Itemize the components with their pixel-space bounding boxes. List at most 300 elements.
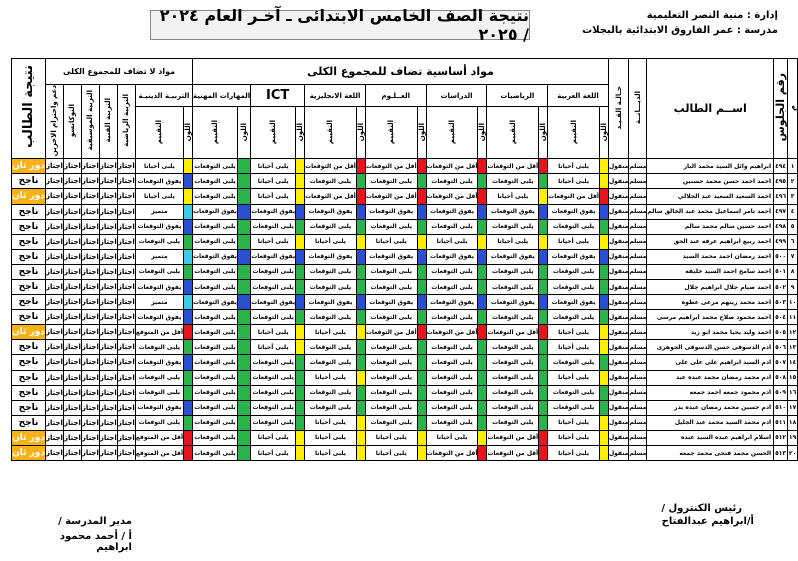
grade-text: يلبى التوقعات <box>365 355 417 370</box>
grade-text: أقل من التوقعات <box>487 159 539 174</box>
extra-subject-pass: اجتاز <box>99 264 117 279</box>
grade-text: يلبى التوقعات <box>487 219 539 234</box>
row-index: ٢٠ <box>788 446 798 461</box>
grade-color-swatch <box>296 370 305 385</box>
religion-color-swatch <box>184 204 193 219</box>
row-religion: مسلم <box>629 415 647 430</box>
grade-text: يلبى أحيانا <box>251 446 296 461</box>
grade-text: يلبى التوقعات <box>426 415 478 430</box>
sub-color-label: اللون <box>240 122 249 141</box>
row-index: ١ <box>788 159 798 174</box>
row-index: ٤ <box>788 204 798 219</box>
col-index: م <box>788 105 798 112</box>
row-seat: ٤٩٤ <box>774 159 788 174</box>
grade-color-swatch <box>599 279 608 294</box>
grade-color-swatch <box>539 279 548 294</box>
grade-text: يلبى التوقعات <box>251 264 296 279</box>
row-seat: ٤٩٨ <box>774 219 788 234</box>
row-religion: مسلم <box>629 279 647 294</box>
grade-color-swatch <box>539 415 548 430</box>
grade-text: يلبى أحيانا <box>548 370 600 385</box>
subject-extra-label: التوكاتسو <box>68 104 77 138</box>
row-seat: ٥٠١ <box>774 264 788 279</box>
grade-color-swatch <box>356 204 365 219</box>
row-religion: مسلم <box>629 446 647 461</box>
grade-text: يلبى التوقعات <box>487 340 539 355</box>
row-result: دور ثان <box>12 189 46 204</box>
religion-grade-text: يلبى التوقعات <box>135 340 183 355</box>
grade-text: يلبى أحيانا <box>487 189 539 204</box>
grade-color-swatch <box>356 415 365 430</box>
extra-subject-pass: اجتاز <box>81 234 99 249</box>
row-seat: ٤٩٧ <box>774 204 788 219</box>
row-religion: مسلم <box>629 234 647 249</box>
grade-text: يلبى التوقعات <box>251 219 296 234</box>
extra-subject-pass: اجتاز <box>99 310 117 325</box>
grade-color-swatch <box>356 430 365 445</box>
extra-subject-pass: اجتاز <box>99 325 117 340</box>
row-seat: ٥١٢ <box>774 430 788 445</box>
grade-text: يفوق التوقعات <box>487 204 539 219</box>
grade-color-swatch <box>237 174 250 189</box>
row-name: احمد رمضان احمد محمد السيد <box>647 249 774 264</box>
grade-text: يلبى التوقعات <box>193 219 238 234</box>
grade-text: يلبى التوقعات <box>305 385 357 400</box>
religion-grade-text: يلبى أحيانا <box>135 159 183 174</box>
grade-text: أقل من التوقعات <box>365 159 417 174</box>
row-result: ناجح <box>12 295 46 310</box>
grade-color-swatch <box>478 279 487 294</box>
extra-subject-pass: اجتاز <box>117 446 135 461</box>
grade-text: أقل من التوقعات <box>365 325 417 340</box>
grade-color-swatch <box>599 310 608 325</box>
extra-subject-pass: اجتاز <box>81 279 99 294</box>
row-status: منقول <box>608 234 628 249</box>
grade-text: أقل من التوقعات <box>426 325 478 340</box>
extra-subject-pass: اجتاز <box>99 219 117 234</box>
grade-color-swatch <box>417 400 426 415</box>
grade-color-swatch <box>356 310 365 325</box>
row-index: ٩ <box>788 279 798 294</box>
row-religion: مسلم <box>629 400 647 415</box>
row-index: ١٢ <box>788 325 798 340</box>
row-name: ادم حسين محمد رمضان عبده بدر <box>647 400 774 415</box>
row-religion: مسلم <box>629 385 647 400</box>
grade-text: يلبى أحيانا <box>548 234 600 249</box>
principal-label: مدير المدرسة / <box>58 516 132 527</box>
extra-subject-pass: اجتاز <box>81 340 99 355</box>
grade-text: يلبى التوقعات <box>193 189 238 204</box>
row-religion: مسلم <box>629 189 647 204</box>
grade-color-swatch <box>237 279 250 294</box>
group-extra: مواد لا تضاف للمجموع الكلى <box>45 59 192 85</box>
grade-text: يلبى التوقعات <box>548 219 600 234</box>
extra-subject-pass: اجتاز <box>99 249 117 264</box>
grade-color-swatch <box>417 204 426 219</box>
grade-text: يلبى التوقعات <box>193 385 238 400</box>
row-seat: ٥٠٥ <box>774 325 788 340</box>
grade-color-swatch <box>237 234 250 249</box>
row-index: ١٦ <box>788 385 798 400</box>
religion-color-swatch <box>184 159 193 174</box>
grade-text: أقل من التوقعات <box>487 430 539 445</box>
grade-color-swatch <box>478 204 487 219</box>
grade-color-swatch <box>599 325 608 340</box>
grade-color-swatch <box>478 310 487 325</box>
extra-subject-pass: اجتاز <box>45 219 63 234</box>
row-seat: ٥٠٦ <box>774 340 788 355</box>
sub-color-0 <box>599 107 608 159</box>
grade-color-swatch <box>237 219 250 234</box>
grade-color-swatch <box>539 430 548 445</box>
grade-color-swatch <box>478 355 487 370</box>
extra-subject-pass: اجتاز <box>81 174 99 189</box>
religion-color-swatch <box>184 415 193 430</box>
grade-text: يفوق التوقعات <box>193 249 238 264</box>
row-religion: مسلم <box>629 219 647 234</box>
grade-text: يفوق التوقعات <box>193 204 238 219</box>
row-result: ناجح <box>12 174 46 189</box>
sub-color-label: اللون <box>539 122 548 141</box>
row-index: ١٥ <box>788 370 798 385</box>
extra-subject-pass: اجتاز <box>63 189 81 204</box>
row-seat: ٥٠٨ <box>774 370 788 385</box>
sub-grade-label: التقييم <box>269 119 278 144</box>
grade-text: يلبى أحيانا <box>548 325 600 340</box>
row-name: احمد تامر اسماعيل محمد عبد الخالق سالم <box>647 204 774 219</box>
row-name: احمد سامح احمد السيد خليفه <box>647 264 774 279</box>
grade-text: يلبى التوقعات <box>548 385 600 400</box>
row-index: ٢ <box>788 174 798 189</box>
subject-extra-label: التربية الفنية <box>104 98 113 143</box>
row-name: احمد احمد حسن محمد حسنين <box>647 174 774 189</box>
grade-text: يلبى التوقعات <box>305 219 357 234</box>
school-info <box>582 8 778 38</box>
grade-text: يلبى أحيانا <box>251 189 296 204</box>
grade-color-swatch <box>478 264 487 279</box>
grade-text: يلبى التوقعات <box>305 279 357 294</box>
grade-text: يلبى التوقعات <box>193 310 238 325</box>
extra-subject-pass: اجتاز <box>45 310 63 325</box>
grade-color-swatch <box>539 385 548 400</box>
grade-color-swatch <box>356 340 365 355</box>
rel-grade <box>135 107 183 159</box>
grade-text: يفوق التوقعات <box>365 295 417 310</box>
row-religion: مسلم <box>629 310 647 325</box>
religion-grade-text: يلبى التوقعات <box>135 415 183 430</box>
grade-text: يلبى أحيانا <box>365 234 417 249</box>
grade-text: يلبى أحيانا <box>548 430 600 445</box>
sub-grade-3 <box>365 107 417 159</box>
grade-color-swatch <box>296 340 305 355</box>
table-row <box>12 219 798 234</box>
col-seat: رقم الجلوس <box>774 72 788 142</box>
extra-subject-pass: اجتاز <box>81 310 99 325</box>
extra-subject-pass: اجتاز <box>45 264 63 279</box>
sub-color-label: اللون <box>478 122 487 141</box>
extra-subject-pass: اجتاز <box>117 174 135 189</box>
grade-color-swatch <box>237 295 250 310</box>
grade-color-swatch <box>237 430 250 445</box>
row-name: الحسن محمد فتحى محمد جمعه <box>647 446 774 461</box>
grade-color-swatch <box>478 189 487 204</box>
religion-grade-text: يفوق التوقعات <box>135 174 183 189</box>
grade-color-swatch <box>599 159 608 174</box>
grade-text: يلبى أحيانا <box>426 234 478 249</box>
col-name: اســم الطالب <box>647 59 774 159</box>
grade-color-swatch <box>599 340 608 355</box>
grade-color-swatch <box>417 279 426 294</box>
grade-color-swatch <box>478 340 487 355</box>
extra-subject-pass: اجتاز <box>99 295 117 310</box>
extra-subject-pass: اجتاز <box>81 295 99 310</box>
religion-grade-text: يفوق التوقعات <box>135 355 183 370</box>
row-status: منقول <box>608 370 628 385</box>
grade-color-swatch <box>417 249 426 264</box>
grade-text: أقل من التوقعات <box>426 189 478 204</box>
grade-text: يلبى التوقعات <box>487 355 539 370</box>
row-index: ١٨ <box>788 415 798 430</box>
religion-grade-text: يلبى التوقعات <box>135 264 183 279</box>
row-status: منقول <box>608 279 628 294</box>
grade-text: يلبى التوقعات <box>487 415 539 430</box>
grade-color-swatch <box>296 159 305 174</box>
row-index: ١٧ <box>788 400 798 415</box>
control-head-label: رئيس الكنترول / <box>661 503 742 514</box>
row-result: ناجح <box>12 385 46 400</box>
extra-subject-pass: اجتاز <box>99 159 117 174</box>
row-religion: مسلم <box>629 249 647 264</box>
extra-subject-pass: اجتاز <box>63 219 81 234</box>
grade-text: يلبى أحيانا <box>251 325 296 340</box>
grade-color-swatch <box>478 159 487 174</box>
sub-grade-4 <box>305 107 357 159</box>
table-row <box>12 355 798 370</box>
grade-color-swatch <box>478 295 487 310</box>
row-seat: ٥٠٣ <box>774 295 788 310</box>
religion-color-swatch <box>184 279 193 294</box>
grade-text: يفوق التوقعات <box>548 249 600 264</box>
religion-color-swatch <box>184 400 193 415</box>
grade-color-swatch <box>417 174 426 189</box>
grade-text: أقل من التوقعات <box>305 189 357 204</box>
grade-color-swatch <box>417 189 426 204</box>
grade-text: يلبى التوقعات <box>193 355 238 370</box>
row-result: دور ثان <box>12 446 46 461</box>
grade-color-swatch <box>478 370 487 385</box>
grade-text: أقل من التوقعات <box>426 446 478 461</box>
subject-2: الدراسات <box>426 85 487 107</box>
grade-color-swatch <box>296 219 305 234</box>
grade-color-swatch <box>599 385 608 400</box>
row-seat: ٥١٣ <box>774 446 788 461</box>
row-seat: ٥١١ <box>774 415 788 430</box>
grade-color-swatch <box>478 385 487 400</box>
religion-grade-text: يلبى التوقعات <box>135 385 183 400</box>
grade-color-swatch <box>296 400 305 415</box>
grade-text: يلبى التوقعات <box>487 174 539 189</box>
grade-text: يلبى التوقعات <box>305 400 357 415</box>
subject-extra-4 <box>45 85 63 159</box>
extra-subject-pass: اجتاز <box>45 400 63 415</box>
grade-color-swatch <box>296 446 305 461</box>
row-index: ١٩ <box>788 430 798 445</box>
row-name: احمد حسين سالم محمد سالم <box>647 219 774 234</box>
extra-subject-pass: اجتاز <box>63 279 81 294</box>
grade-color-swatch <box>417 310 426 325</box>
religion-grade-text: يفوق التوقعات <box>135 279 183 294</box>
grade-color-swatch <box>417 385 426 400</box>
row-index: ٨ <box>788 264 798 279</box>
col-status: حـالـة القـيـد <box>614 85 623 130</box>
religion-color-swatch <box>184 325 193 340</box>
row-name: ادم محمد رمضان محمد عبده عبد <box>647 370 774 385</box>
extra-subject-pass: اجتاز <box>63 355 81 370</box>
col-result: نتيجة الطالب <box>20 65 36 149</box>
grade-text: يلبى التوقعات <box>305 310 357 325</box>
grade-color-swatch <box>356 295 365 310</box>
grade-color-swatch <box>296 234 305 249</box>
results-table <box>11 58 798 461</box>
extra-subject-pass: اجتاز <box>81 325 99 340</box>
row-seat: ٥٠٩ <box>774 385 788 400</box>
extra-subject-pass: اجتاز <box>81 415 99 430</box>
extra-subject-pass: اجتاز <box>117 325 135 340</box>
sub-color-3 <box>417 107 426 159</box>
grade-color-swatch <box>356 370 365 385</box>
subject-6: المهارات المهنية <box>193 85 251 107</box>
grade-text: يلبى التوقعات <box>251 415 296 430</box>
religion-color-swatch <box>184 340 193 355</box>
sub-color-label: اللون <box>296 122 305 141</box>
grade-color-swatch <box>356 264 365 279</box>
row-status: منقول <box>608 400 628 415</box>
grade-text: يلبى التوقعات <box>365 340 417 355</box>
row-status: منقول <box>608 204 628 219</box>
row-seat: ٥٠٧ <box>774 355 788 370</box>
grade-text: يلبى أحيانا <box>548 174 600 189</box>
extra-subject-pass: اجتاز <box>117 249 135 264</box>
row-status: منقول <box>608 430 628 445</box>
grade-color-swatch <box>417 295 426 310</box>
extra-subject-pass: اجتاز <box>117 430 135 445</box>
grade-color-swatch <box>599 446 608 461</box>
sub-grade-0 <box>548 107 600 159</box>
grade-text: يلبى التوقعات <box>193 325 238 340</box>
extra-subject-pass: اجتاز <box>81 430 99 445</box>
row-status: منقول <box>608 415 628 430</box>
sub-grade-6 <box>193 107 238 159</box>
grade-text: يفوق التوقعات <box>426 295 478 310</box>
grade-text: يلبى أحيانا <box>365 430 417 445</box>
table-row <box>12 159 798 174</box>
subject-extra-label: التربية الرياضية <box>122 94 131 148</box>
subject-5: ICT <box>251 85 305 107</box>
sub-color-4 <box>356 107 365 159</box>
grade-text: يلبى التوقعات <box>193 370 238 385</box>
col-religion-header <box>629 59 647 159</box>
row-status: منقول <box>608 219 628 234</box>
row-seat: ٤٩٩ <box>774 234 788 249</box>
extra-subject-pass: اجتاز <box>99 415 117 430</box>
grade-color-swatch <box>478 430 487 445</box>
grade-color-swatch <box>478 174 487 189</box>
subject-religion: التربيـة الدينيـة <box>135 85 192 107</box>
grade-color-swatch <box>417 325 426 340</box>
row-religion: مسلم <box>629 325 647 340</box>
grade-color-swatch <box>296 310 305 325</box>
grade-text: يفوق التوقعات <box>426 249 478 264</box>
row-religion: مسلم <box>629 204 647 219</box>
religion-color-swatch <box>184 264 193 279</box>
extra-subject-pass: اجتاز <box>99 340 117 355</box>
grade-color-swatch <box>356 355 365 370</box>
extra-subject-pass: اجتاز <box>81 189 99 204</box>
extra-subject-pass: اجتاز <box>63 159 81 174</box>
row-result: ناجح <box>12 415 46 430</box>
grade-text: يلبى التوقعات <box>365 370 417 385</box>
extra-subject-pass: اجتاز <box>99 430 117 445</box>
grade-color-swatch <box>237 249 250 264</box>
grade-text: يفوق التوقعات <box>365 249 417 264</box>
extra-subject-pass: اجتاز <box>81 446 99 461</box>
grade-text: يلبى التوقعات <box>548 400 600 415</box>
grade-color-swatch <box>539 355 548 370</box>
extra-subject-pass: اجتاز <box>117 279 135 294</box>
religion-color-swatch <box>184 310 193 325</box>
sub-color-label: اللون <box>184 122 193 141</box>
row-index: ١٣ <box>788 340 798 355</box>
religion-color-swatch <box>184 249 193 264</box>
grade-color-swatch <box>417 340 426 355</box>
grade-text: يلبى التوقعات <box>487 400 539 415</box>
extra-subject-pass: اجتاز <box>117 340 135 355</box>
extra-subject-pass: اجتاز <box>81 204 99 219</box>
grade-text: يفوق التوقعات <box>365 204 417 219</box>
extra-subject-pass: اجتاز <box>45 204 63 219</box>
grade-color-swatch <box>539 159 548 174</box>
grade-color-swatch <box>539 310 548 325</box>
grade-color-swatch <box>539 370 548 385</box>
extra-subject-pass: اجتاز <box>117 219 135 234</box>
table-row <box>12 310 798 325</box>
sub-color-5 <box>296 107 305 159</box>
row-seat: ٥٠٤ <box>774 310 788 325</box>
grade-color-swatch <box>539 325 548 340</box>
grade-color-swatch <box>539 249 548 264</box>
grade-color-swatch <box>599 174 608 189</box>
grade-text: يلبى التوقعات <box>193 279 238 294</box>
row-seat: ٥٠٢ <box>774 279 788 294</box>
sub-color-label: اللون <box>356 122 365 141</box>
grade-text: يلبى التوقعات <box>426 400 478 415</box>
religion-grade-text: متميز <box>135 204 183 219</box>
row-result: ناجح <box>12 400 46 415</box>
row-seat: ٥٠٠ <box>774 249 788 264</box>
grade-color-swatch <box>599 189 608 204</box>
grade-color-swatch <box>417 446 426 461</box>
extra-subject-pass: اجتاز <box>45 340 63 355</box>
extra-subject-pass: اجتاز <box>63 340 81 355</box>
row-result: ناجح <box>12 340 46 355</box>
religion-color-swatch <box>184 189 193 204</box>
extra-subject-pass: اجتاز <box>63 204 81 219</box>
extra-subject-pass: اجتاز <box>99 370 117 385</box>
grade-color-swatch <box>296 279 305 294</box>
grade-text: يلبى التوقعات <box>251 279 296 294</box>
grade-color-swatch <box>296 264 305 279</box>
religion-grade-text: يلبى التوقعات <box>135 234 183 249</box>
